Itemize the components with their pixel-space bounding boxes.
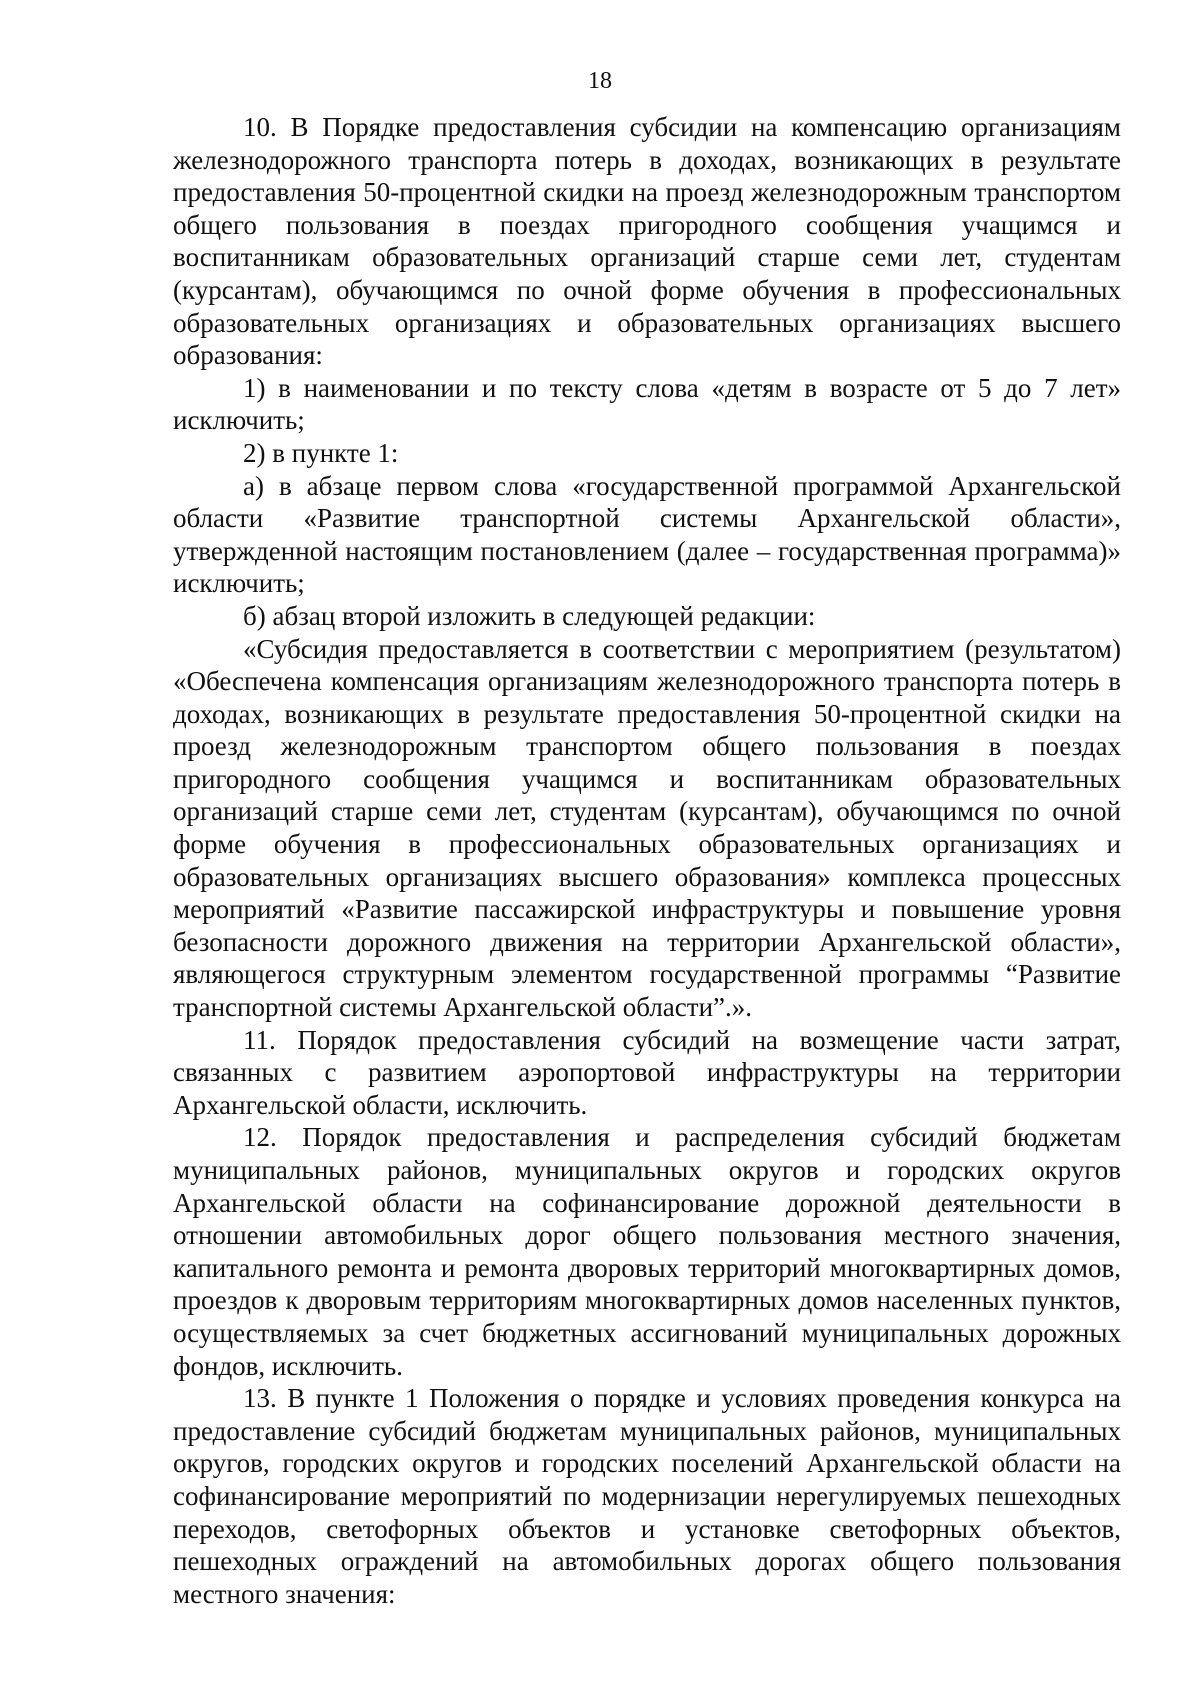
- paragraph-item-11: 11. Порядок предоставления субсидий на возмещение части затрат, связанных с развитием аэропортовой инфраструктуры на территории Архангельской области, исключить.: [173, 1024, 1121, 1120]
- page-number: 18: [588, 68, 612, 94]
- paragraph-subitem-1: 1) в наименовании и по тексту слова «детям в возрасте от 5 до 7 лет» исключить;: [173, 372, 1121, 436]
- paragraph-subitem-2b: б) абзац второй изложить в следующей редакции:: [243, 600, 816, 631]
- paragraph-subitem-2: 2) в пункте 1:: [243, 437, 399, 468]
- paragraph-subitem-2a: а) в абзаце первом слова «государственной программой Архангельской области «Развитие транспортной системы Архангельской области», утвержденной настоящим постановлением (далее – государственная программа)» исключить;: [173, 470, 1121, 599]
- paragraph-item-12: 12. Порядок предоставления и распределения субсидий бюджетам муниципальных районов, муниципальных округов и городских округов Архангельской области на софинансирование дорожной деятельности в отношении автомобильных дорог общего пользования местного значения, капитального ремонта и ремонта дворовых территорий многоквартирных домов, проездов к дворовым территориям многоквартирных домов населенных пунктов, осуществляемых за счет бюджетных ассигнований муниципальных дорожных фондов, исключить.: [173, 1122, 1121, 1381]
- paragraph-quoted-text: «Субсидия предоставляется в соответствии с мероприятием (результатом) «Обеспечена компенсация организациям железнодорожного транспорта потерь в доходах, возникающих в результате предоставления 50-процентной скидки на проезд железнодорожным транспортом общего пользования в поездах пригородного сообщения учащимся и воспитанникам образовательных организаций старше семи лет, студентам (курсантам), обучающимся по очной форме обучения в профессиональных образовательных организациях и образовательных организациях высшего образования» комплекса процессных мероприятий «Развитие пассажирской инфраструктуры и повышение уровня безопасности дорожного движения на территории Архангельской области», являющегося структурным элементом государственной программы “Развитие транспортной системы Архангельской области”.».: [173, 633, 1121, 1023]
- document-body: [173, 111, 1121, 1610]
- paragraph-item-10: 10. В Порядке предоставления субсидии на компенсацию организациям железнодорожного транспорта потерь в доходах, возникающих в результате предоставления 50-процентной скидки на проезд железнодорожным транспортом общего пользования в поездах пригородного сообщения учащимся и воспитанникам образовательных организаций старше семи лет, студентам (курсантам), обучающимся по очной форме обучения в профессиональных образовательных организациях и образовательных организациях высшего образования:: [173, 112, 1121, 371]
- paragraph-item-13: 13. В пункте 1 Положения о порядке и условиях проведения конкурса на предоставление субсидий бюджетам муниципальных районов, муниципальных округов, городских округов и городских поселений Архангельской области на софинансирование мероприятий по модернизации нерегулируемых пешеходных переходов, светофорных объектов и установке светофорных объектов, пешеходных ограждений на автомобильных дорогах общего пользования местного значения:: [173, 1383, 1121, 1609]
